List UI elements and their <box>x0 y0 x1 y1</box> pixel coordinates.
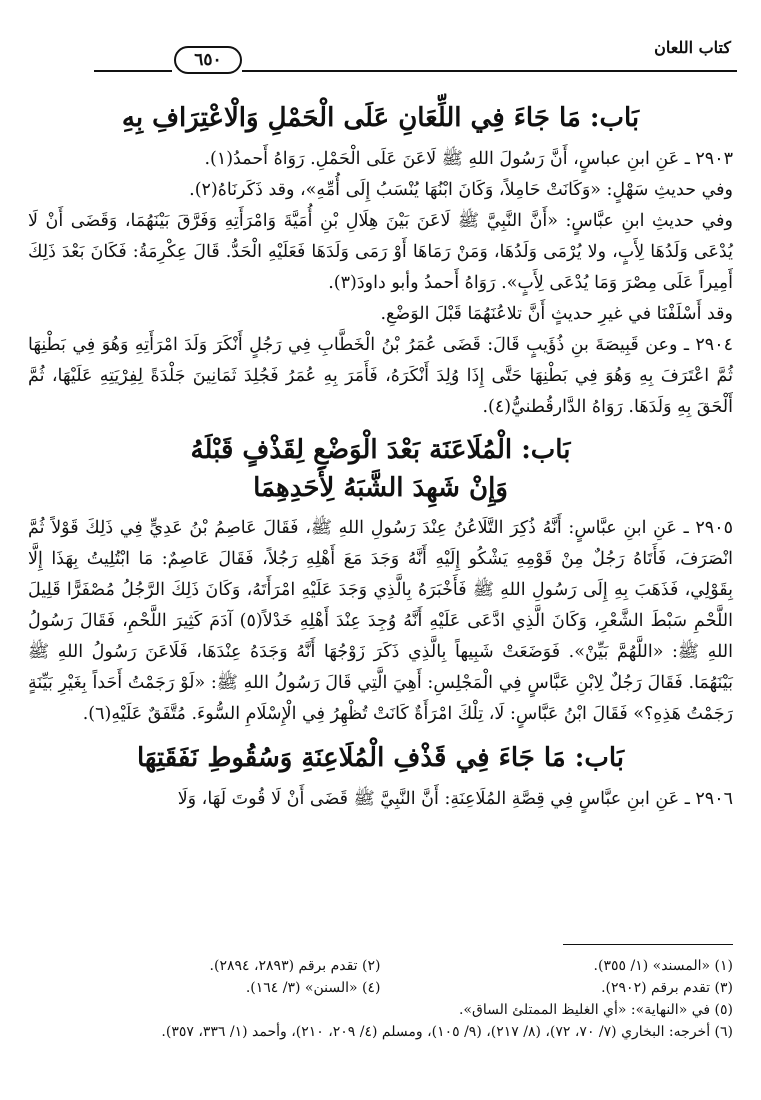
header-rule <box>242 70 737 72</box>
hadith-2903: ٢٩٠٣ ـ عَنِ ابنِ عباسٍ، أَنَّ رَسُولَ اللهِ ﷺ لَاعَنَ عَلَى الْحَمْلِ. رَوَاهُ أَحمدُ(١). <box>204 149 733 169</box>
hadith-2906: ٢٩٠٦ ـ عَنِ ابنِ عبَّاسٍ فِي قِصَّةِ المُلَاعِنَةِ: أَنَّ النَّبِيَّ ﷺ قَضَى أَنْ لَا قُوتَ لَهَا، وَلَا <box>177 789 733 809</box>
footnote-5: (٥) في «النهاية»: «أي الغليظ الممتلئ الساق». <box>458 1002 733 1018</box>
footnotes <box>28 944 733 1043</box>
footnote-rule <box>563 944 733 945</box>
header-rule-left <box>94 70 172 72</box>
footnote-4: (٤) «السنن» (٣/ ١٦٤). <box>245 980 381 996</box>
chapter-title-2 <box>28 431 733 507</box>
hadith-2904: ٢٩٠٤ ـ وعن قَبِيصَةَ بنِ ذُؤَيبٍ قَالَ: قَضَى عُمَرُ بْنُ الْخَطَّابِ فِي رَجُلٍ أَنْكَرَ وَلَدَ امْرَأَتِهِ وَهُوَ فِي بَطْنِهَا ثُمَّ اعْتَرَفَ بِهِ وَهُوَ فِي بَطْنِهَا حَتَّى إِذَا وُلِدَ أَنْكَرَهُ، فَأَمَرَ بِهِ عُمَرُ فَجُلِدَ ثَمَانِينَ جَلْدَةً لِفِرْيَتِهِ عَلَيْهَا، ثُمَّ أَلْحَقَ بِهِ وَلَدَهَا. رَوَاهُ الدَّارقُطنيُّ(٤). <box>28 335 733 417</box>
page-number: ٦٥٠ <box>174 46 242 74</box>
footnote-3: (٣) تقدم برقم (٢٩٠٢). <box>601 980 733 996</box>
hadith-2905: ٢٩٠٥ ـ عَنِ ابنِ عبَّاسٍ: أَنَّهُ ذُكِرَ التَّلَاعُنُ عِنْدَ رَسُولِ اللهِ ﷺ، فَقَالَ عَاصِمُ بْنُ عَدِيٍّ فِي ذَلِكَ قَوْلاً ثُمَّ انْصَرَفَ، فَأَتَاهُ رَجُلٌ مِنْ قَوْمِهِ يَشْكُو إِلَيْهِ أَنَّهُ وَجَدَ مَعَ أَهْلِهِ رَجُلاً، فَقَالَ عَاصِمٌ: مَا ابْتُلِيتُ بِهَذَا إِلَّا بِقَوْلِي، فَذَهَبَ بِهِ إِلَى رَسُولِ اللهِ ﷺ فَأَخْبَرَهُ بِالَّذِي وَجَدَ عَلَيْهِ امْرَأَتَهُ، وَكَانَ ذَلِكَ الرَّجُلُ مُصْفَرًّا قَلِيلَ اللَّحْمِ سَبْطَ الشَّعْرِ، وَكَانَ الَّذِي ادَّعَى عَلَيْهِ أَنَّهُ وُجِدَ عِنْدَ أَهْلِهِ خَدْلاً(٥) آدَمَ كَثِيرَ اللَّحْمِ، فَقَالَ رَسُولُ اللهِ ﷺ: «اللَّهُمَّ بَيِّنْ». فَوَضَعَتْ شَبِيهاً بِالَّذِي ذَكَرَ زَوْجُهَا أَنَّهُ وَجَدَهُ عِنْدَهَا، فَلَاعَنَ رَسُولُ اللهِ ﷺ بَيْنَهُمَا. فَقَالَ رَجُلٌ لِابْنِ عَبَّاسٍ فِي الْمَجْلِسِ: أَهِيَ الَّتِي قَالَ رَسُولُ اللهِ ﷺ: «لَوْ رَجَمْتُ أَحَداً بِغَيْرِ بَيِّنَةٍ رَجَمْتُ هَذِهِ؟» فَقَالَ ابْنُ عَبَّاسٍ: لَا، تِلْكَ امْرَأَةٌ كَانَتْ تُظْهِرُ فِي الْإِسْلَامِ السُّوءَ. مُتَّفَقٌ عَلَيْهِ(٦). <box>28 518 733 724</box>
footnote-row-2 <box>28 977 733 999</box>
footnote-6: (٦) أخرجه: البخاري (٧/ ٧٠، ٧٢)، (٨/ ٢١٧)، (٩/ ١٠٥)، ومسلم (٤/ ٢٠٩، ٢١٠)، وأحمد (١/ ٣٣٦، ٣٥٧). <box>161 1024 733 1040</box>
book-title: كتاب اللعان <box>654 38 731 57</box>
chapter-title-3: بَاب: مَا جَاءَ فِي قَذْفِ الْمُلَاعِنَةِ وَسُقُوطِ نَفَقَتِهَا <box>136 743 625 773</box>
paragraph-ibn-abbas: وفي حديثِ ابنِ عبَّاسٍ: «أَنَّ النَّبِيَّ ﷺ لَاعَنَ بَيْنَ هِلَالِ بْنِ أُمَيَّةَ وَامْرَأَتِهِ وَفَرَّقَ بَيْنَهُمَا، وَقَضَى أَنْ لَا يُدْعَى وَلَدُهَا لِأَبٍ، ولا يُرْمَى وَلَدُهَا، وَمَنْ رَمَاهَا أَوْ رَمَى وَلَدَهَا فَعَلَيْهِ الْحَدُّ. قَالَ عِكْرِمَةُ: فَكَانَ بَعْدَ ذَلِكَ أَمِيراً عَلَى مِصْرَ وَمَا يُدْعَى لِأَبٍ». رَوَاهُ أَحمدُ وأبو داودَ(٣). <box>28 211 733 293</box>
paragraph-sahl: وفي حديثِ سَهْلٍ: «وَكَانَتْ حَامِلاً، وَكَانَ ابْنُهَا يُنْسَبُ إِلَى أُمِّهِ»، وقد ذَكَرنَاهُ(٢). <box>189 180 733 200</box>
page-header <box>24 24 737 78</box>
paragraph-note: وقد أَسْلَفْنَا في غيرِ حديثٍ أَنَّ تلاعُنَهُمَا قَبْلَ الوَضْعِ. <box>380 304 733 324</box>
page-content <box>28 90 733 815</box>
chapter-title-2-line-1: بَاب: الْمُلَاعَنَة بَعْدَ الْوَضْعِ لِقَذْفٍ قَبْلَهُ <box>190 435 571 465</box>
chapter-title-2-line-2: وَإِنْ شَهِدَ الشَّبَهُ لِأَحَدِهِمَا <box>253 473 508 503</box>
chapter-title-1: بَاب: مَا جَاءَ فِي اللِّعَانِ عَلَى الْحَمْلِ وَالْاعْتِرَافِ بِهِ <box>121 103 640 133</box>
footnote-1: (١) «المسند» (١/ ٣٥٥). <box>593 958 733 974</box>
footnote-2: (٢) تقدم برقم (٢٨٩٣، ٢٨٩٤). <box>209 958 381 974</box>
footnote-row-1 <box>28 955 733 977</box>
